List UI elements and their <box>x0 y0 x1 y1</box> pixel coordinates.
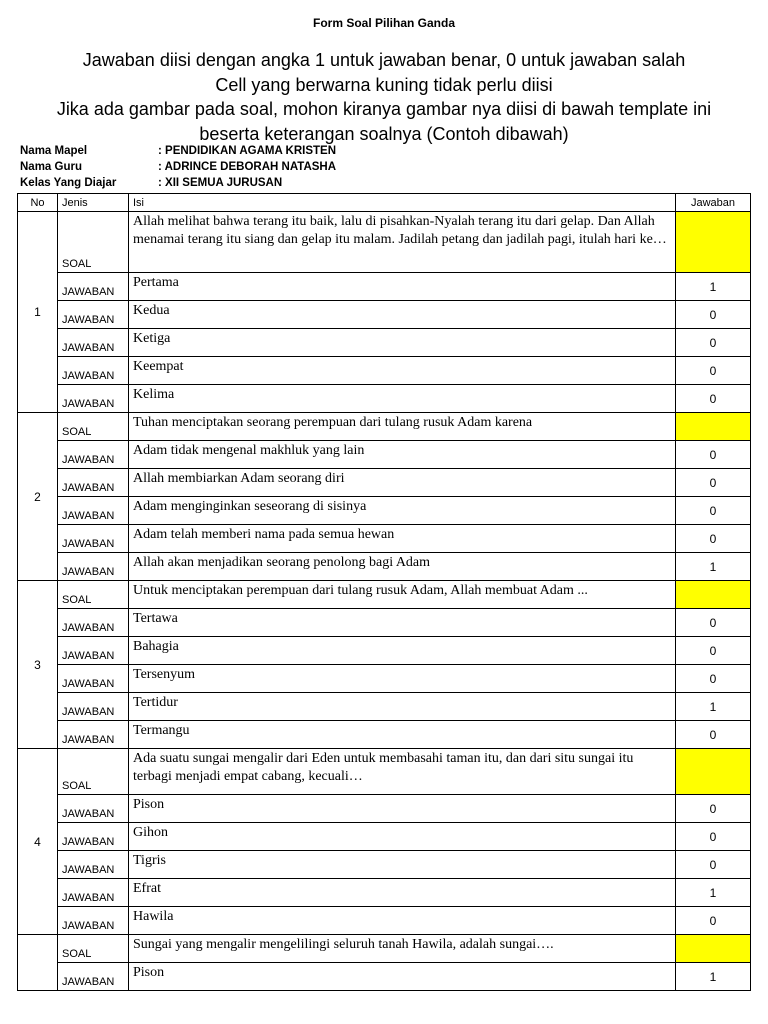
answer-value[interactable]: 1 <box>676 693 751 721</box>
option-row <box>18 301 751 329</box>
option-text[interactable]: Pertama <box>129 273 676 301</box>
answer-value[interactable]: 0 <box>676 665 751 693</box>
answer-value[interactable]: 0 <box>676 497 751 525</box>
option-row <box>18 963 751 991</box>
form-title: Form Soal Pilihan Ganda <box>312 16 456 30</box>
jawaban-label: JAWABAN <box>58 851 129 879</box>
answer-value[interactable]: 0 <box>676 329 751 357</box>
option-text[interactable]: Pison <box>129 963 676 991</box>
option-row <box>18 823 751 851</box>
option-row <box>18 329 751 357</box>
option-text[interactable]: Tersenyum <box>129 665 676 693</box>
option-text[interactable]: Allah akan menjadikan seorang penolong bagi Adam <box>129 553 676 581</box>
option-text[interactable]: Bahagia <box>129 637 676 665</box>
question-number: 3 <box>18 581 58 749</box>
jawaban-label: JAWABAN <box>58 273 129 301</box>
answer-value[interactable]: 0 <box>676 385 751 413</box>
answer-value[interactable]: 0 <box>676 637 751 665</box>
option-row <box>18 637 751 665</box>
option-text[interactable]: Adam tidak mengenal makhluk yang lain <box>129 441 676 469</box>
question-row <box>18 749 751 795</box>
jawaban-label: JAWABAN <box>58 721 129 749</box>
option-row <box>18 469 751 497</box>
guru-label: Nama Guru <box>20 161 82 173</box>
answer-value[interactable]: 1 <box>676 963 751 991</box>
question-number: 4 <box>18 749 58 935</box>
answer-value[interactable]: 1 <box>676 273 751 301</box>
option-text[interactable]: Kedua <box>129 301 676 329</box>
option-text[interactable]: Adam menginginkan seseorang di sisinya <box>129 497 676 525</box>
option-row <box>18 907 751 935</box>
header-row <box>18 194 751 212</box>
instruction-line-1: Jawaban diisi dengan angka 1 untuk jawaban benar, 0 untuk jawaban salah <box>82 50 686 70</box>
jawaban-label: JAWABAN <box>58 497 129 525</box>
jawaban-label: JAWABAN <box>58 879 129 907</box>
option-text[interactable]: Termangu <box>129 721 676 749</box>
question-row <box>18 413 751 441</box>
header-jawaban: Jawaban <box>676 194 751 212</box>
jawaban-label: JAWABAN <box>58 385 129 413</box>
jawaban-label: JAWABAN <box>58 665 129 693</box>
answer-value[interactable]: 0 <box>676 357 751 385</box>
option-row <box>18 795 751 823</box>
jawaban-label: JAWABAN <box>58 301 129 329</box>
question-row <box>18 212 751 273</box>
question-row <box>18 581 751 609</box>
jawaban-label: JAWABAN <box>58 357 129 385</box>
kelas-label: Kelas Yang Diajar <box>20 177 117 189</box>
option-text[interactable]: Hawila <box>129 907 676 935</box>
jawaban-label: JAWABAN <box>58 907 129 935</box>
soal-label: SOAL <box>58 212 129 273</box>
answer-cell-disabled <box>676 413 751 441</box>
meta-kelas <box>20 177 282 189</box>
option-text[interactable]: Pison <box>129 795 676 823</box>
answer-value[interactable]: 1 <box>676 553 751 581</box>
instruction-line-3: Jika ada gambar pada soal, mohon kiranya gambar nya diisi di bawah template ini <box>56 99 712 119</box>
header-jenis: Jenis <box>58 194 129 212</box>
option-text[interactable]: Tertidur <box>129 693 676 721</box>
question-text: Tuhan menciptakan seorang perempuan dari tulang rusuk Adam karena <box>129 413 676 441</box>
jawaban-label: JAWABAN <box>58 637 129 665</box>
answer-value[interactable]: 0 <box>676 721 751 749</box>
jawaban-label: JAWABAN <box>58 693 129 721</box>
mapel-label: Nama Mapel <box>20 145 88 157</box>
answer-cell-disabled <box>676 935 751 963</box>
answer-value[interactable]: 1 <box>676 879 751 907</box>
option-text[interactable]: Keempat <box>129 357 676 385</box>
jawaban-label: JAWABAN <box>58 553 129 581</box>
option-text[interactable]: Ketiga <box>129 329 676 357</box>
kelas-value: : XII SEMUA JURUSAN <box>158 177 283 189</box>
jawaban-label: JAWABAN <box>58 609 129 637</box>
option-row <box>18 665 751 693</box>
question-text: Allah melihat bahwa terang itu baik, lalu di pisahkan-Nyalah terang itu dari gelap. Dan Allah menamai terang itu siang dan gelap itu malam. Jadilah petang dan jadilah pagi, itulah hari ke… <box>129 212 676 273</box>
option-row <box>18 385 751 413</box>
option-row <box>18 851 751 879</box>
option-text[interactable]: Kelima <box>129 385 676 413</box>
soal-label: SOAL <box>58 413 129 441</box>
header-isi: Isi <box>129 194 676 212</box>
option-row <box>18 721 751 749</box>
soal-label: SOAL <box>58 749 129 795</box>
answer-value[interactable]: 0 <box>676 795 751 823</box>
answer-value[interactable]: 0 <box>676 851 751 879</box>
soal-label: SOAL <box>58 935 129 963</box>
question-row <box>18 935 751 963</box>
guru-value: : ADRINCE DEBORAH NATASHA <box>158 161 337 173</box>
mapel-value: : PENDIDIKAN AGAMA KRISTEN <box>158 145 337 157</box>
question-number <box>18 935 58 991</box>
jawaban-label: JAWABAN <box>58 795 129 823</box>
option-row <box>18 609 751 637</box>
option-row <box>18 525 751 553</box>
jawaban-label: JAWABAN <box>58 823 129 851</box>
option-row <box>18 879 751 907</box>
option-row <box>18 357 751 385</box>
option-row <box>18 553 751 581</box>
option-row <box>18 441 751 469</box>
answer-value[interactable]: 0 <box>676 609 751 637</box>
answer-value[interactable]: 0 <box>676 469 751 497</box>
answer-value[interactable]: 0 <box>676 907 751 935</box>
option-text[interactable]: Gihon <box>129 823 676 851</box>
question-text: Sungai yang mengalir mengelilingi seluruh tanah Hawila, adalah sungai…. <box>129 935 676 963</box>
option-text[interactable]: Adam telah memberi nama pada semua hewan <box>129 525 676 553</box>
soal-label: SOAL <box>58 581 129 609</box>
question-number: 2 <box>18 413 58 581</box>
option-row <box>18 693 751 721</box>
meta-guru <box>20 161 336 173</box>
option-text[interactable]: Tertawa <box>129 609 676 637</box>
question-text: Untuk menciptakan perempuan dari tulang rusuk Adam, Allah membuat Adam ... <box>129 581 676 609</box>
jawaban-label: JAWABAN <box>58 963 129 991</box>
question-text: Ada suatu sungai mengalir dari Eden untuk membasahi taman itu, dan dari situ sungai itu terbagi menjadi empat cabang, kecuali… <box>129 749 676 795</box>
option-row <box>18 273 751 301</box>
option-text[interactable]: Allah membiarkan Adam seorang diri <box>129 469 676 497</box>
jawaban-label: JAWABAN <box>58 525 129 553</box>
instruction-line-2: Cell yang berwarna kuning tidak perlu diisi <box>215 74 553 95</box>
answer-cell-disabled <box>676 749 751 795</box>
question-table <box>17 193 751 991</box>
jawaban-label: JAWABAN <box>58 469 129 497</box>
instruction-line-4: beserta keterangan soalnya (Contoh dibawah) <box>199 123 569 144</box>
answer-value[interactable]: 0 <box>676 525 751 553</box>
answer-value[interactable]: 0 <box>676 441 751 469</box>
jawaban-label: JAWABAN <box>58 441 129 469</box>
answer-value[interactable]: 0 <box>676 301 751 329</box>
answer-cell-disabled <box>676 212 751 273</box>
jawaban-label: JAWABAN <box>58 329 129 357</box>
instructions <box>0 48 768 146</box>
answer-value[interactable]: 0 <box>676 823 751 851</box>
option-row <box>18 497 751 525</box>
question-number: 1 <box>18 212 58 413</box>
option-text[interactable]: Efrat <box>129 879 676 907</box>
answer-cell-disabled <box>676 581 751 609</box>
question-body <box>18 212 751 991</box>
option-text[interactable]: Tigris <box>129 851 676 879</box>
meta-mapel <box>20 145 336 157</box>
header-no: No <box>18 194 58 212</box>
